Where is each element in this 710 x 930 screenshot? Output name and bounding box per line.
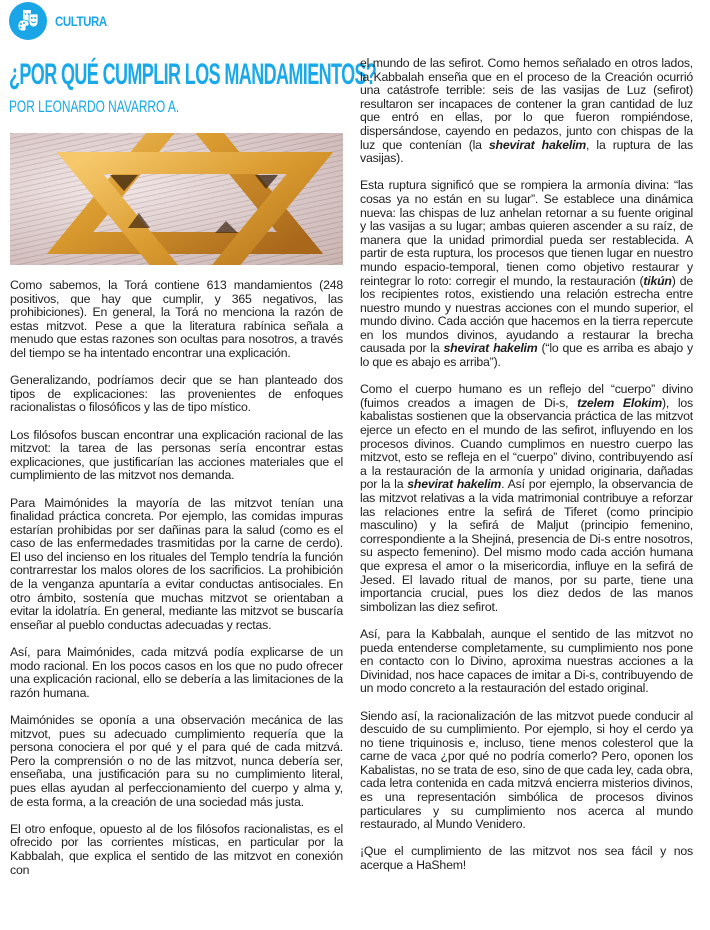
right-column xyxy=(360,57,693,886)
paragraph: El otro enfoque, opuesto al de los filósofos racionalistas, es el ofrecido por las corrientes místicas, en particular por la Kabbalah, que explica el sentido de las mitzvot en conexión con xyxy=(10,821,343,877)
paragraph: Para Maimónides la mayoría de las mitzvot tenían una finalidad práctica concreta. Por ejemplo, las comidas impuras estarían prohibidas por ser dañinas para la salud (como es el caso de las enfermedades trasmitidas por la carne de cerdo). El uso del incienso en los rituales del Templo tendría la función contrarrestar los malos olores de los sacrificios. La prohibición de la venganza apuntaría a evitar conductas antisociales. En otro ámbito, sostenía que muchas mitzvot se orientaban a evitar la idolatría. En general, mediante las mitzvot se buscaría enseñar al pueblo conductas adecuadas y rectas. xyxy=(10,495,343,632)
hero-image xyxy=(10,133,343,265)
paragraph xyxy=(360,57,693,166)
paragraph: Siendo así, la racionalización de las mitzvot puede conducir al descuido de su cumplimiento. Por ejemplo, si hoy el cerdo ya no tiene triquinosis e, incluso, tiene menos colesterol que la carne de vaca ¿por qué no podría comerlo? Pero, oponen los Kabalistas, no se trata de eso, sino de que cada ley, cada obra, cada letra contenida en cada mitzvá encierra misterios divinos, es una representación simbólica de procesos divinos particulares y su cumplimiento nos acerca al mundo restaurado, al Mundo Venidero. xyxy=(360,708,693,832)
text-run: ), los kabalistas sostienen que la observancia práctica de las mitzvot ejerce un efecto en el mundo de las sefirot, influyendo en los procesos divinos. Cuando cumplimos en nuestro cuerpo las mitzvot, esto se refleja en el “cuerpo” divino, contribuyendo así a la restauración de la armonía y unidad originaria, dañadas por la la xyxy=(360,395,693,492)
keyword-term: shevirat hakelim xyxy=(407,477,502,492)
article-title: ¿POR QUÉ CUMPLIR LOS MANDAMIENTOS? xyxy=(9,58,377,91)
paragraph: Así, para la Kabbalah, aunque el sentido de las mitzvot no pueda entenderse completamente, su cumplimiento nos pone en contacto con lo Divino, aproxima nuestras acciones a la Divinidad, nos hace capaces de imitar a Di-s, contribuyendo de un modo concreto a la restauración del estado original. xyxy=(360,626,693,696)
paragraph: Como sabemos, la Torá contiene 613 mandamientos (248 positivos, que hay que cumplir, y 365 negativos, las prohibiciones). En general, la Torá no menciona la razón de estas mitzvot. Pese a que la literatura rabínica señala a menudo que estas razones son ocultas para nosotros, a través del tiempo se ha intentado encontrar una explicación. xyxy=(10,278,343,360)
section-header xyxy=(9,2,118,40)
left-column xyxy=(10,279,343,891)
text-run: , la ruptura de las vasijas). xyxy=(360,137,693,166)
star-of-david-image xyxy=(10,133,343,265)
keyword-term: tikún xyxy=(643,273,672,288)
keyword-term: tzelem Elokim xyxy=(577,395,662,410)
keyword-term: shevirat hakelim xyxy=(443,341,538,356)
theater-masks-palette-icon xyxy=(9,2,47,40)
keyword-term: shevirat hakelim xyxy=(488,137,587,152)
text-run: Como el cuerpo humano es un reflejo del “cuerpo” divino (fuimos creados a imagen de Di-s, xyxy=(360,382,693,410)
paragraph: Maimónides se oponía a una observación mecánica de las mitzvot, pues su adecuado cumplimiento requería que la persona conociera el por qué y el para qué de cada mitzvá. Pero la comprensión o no de las mitzvot, nunca debería ser, enseñaba, una justificación para su no cumplimiento literal, pues ellas ayudan al perfeccionamiento del cuerpo y alma y, de esta forma, a la creación de una sociedad más justa. xyxy=(10,713,343,809)
closing-paragraph: ¡Que el cumplimiento de las mitzvot nos sea fácil y nos acerque a HaShem! xyxy=(360,844,693,873)
paragraph xyxy=(360,383,693,614)
paragraph: Generalizando, podríamos decir que se han planteado dos tipos de explicaciones: las provenientes de enfoques racionalistas o filosóficos y las de tipo místico. xyxy=(10,373,343,415)
text-run: ) de los recipientes rotos, existiendo una relación estrecha entre nuestro mundo y nuestras acciones con el mundo superior, el mundo divino. Cada acción que hacemos en la tierra repercute en los mundos divinos, ayudando a restaurar la brecha causada por la xyxy=(360,273,693,356)
text-run: (“lo que es arriba es abajo y lo que es abajo es arriba”). xyxy=(360,341,693,370)
article-byline: POR LEONARDO NAVARRO A. xyxy=(9,97,180,116)
paragraph: Los filósofos buscan encontrar una explicación racional de las mitzvot: la tarea de las personas sería encontrar estas explicaciones, que justificarían las acciones materiales que el cumplimiento de las mitzvot nos demanda. xyxy=(10,427,343,483)
text-run: Esta ruptura significó que se rompiera la armonía divina: “las cosas ya no están en su lugar”. Se establece una dinámica nueva: las chispas de luz anhelan retornar a su fuente original y las vasijas a su lugar; ambas quieren ascender a su raíz, de manera que la unidad primordial pueda ser restablecida. A partir de esta ruptura, los procesos que tienen lugar en nuestro mundo espacio-temporal, tienen como objetivo restaurar y reintegrar lo roto: corregir el mundo, la restauración ( xyxy=(360,178,693,288)
paragraph: Así, para Maimónides, cada mitzvá podía explicarse de un modo racional. En los pocos casos en los que no pudo ofrecer una explicación racional, ello se debería a las limitaciones de la razón humana. xyxy=(10,645,343,700)
paragraph xyxy=(360,179,693,369)
text-run: . Así por ejemplo, la observancia de las mitzvot relativas a la vida matrimonial contribuye a reforzar las relaciones entre la sefirá de Tiferet (como principio masculino) y la sefirá de Maljut (principio femenino, correspondiente a la Shejiná, presencia de Di-s entre nosotros, su aspecto femenino). Del mismo modo cada acción humana que expresa el amor o la misericordia, influye en la sefirá de Jesed. El lavado ritual de manos, por su parte, tiene una importancia crucial, pues los diez dedos de las manos simbolizan las diez sefirot. xyxy=(360,477,693,614)
text-run: el mundo de las sefirot. Como hemos señalado en otros lados, la Kabbalah enseña que en el proceso de la Creación ocurrió una catástrofe terrible: seis de las vasijas de Luz (sefirot) resultaron ser incapaces de contener la gran cantidad de luz que entró en ellas, por lo que fueron rompiéndose, dispersándose, cayendo en pedazos, junto con chispas de la luz que contenían (la xyxy=(360,56,693,152)
section-label: CULTURA xyxy=(55,13,107,29)
